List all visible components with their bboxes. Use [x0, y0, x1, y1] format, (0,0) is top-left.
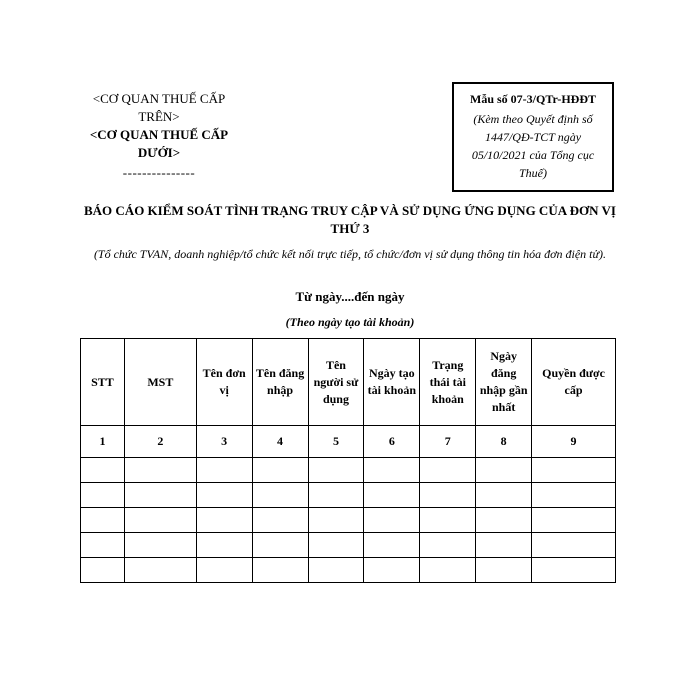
- empty-cell: [308, 458, 364, 483]
- form-code: Mẫu số 07-3/QTr-HĐĐT: [470, 92, 596, 106]
- report-period: Từ ngày....đến ngày: [295, 289, 405, 304]
- lower-agency: <CƠ QUAN THUẾ CẤP DƯỚI>: [89, 127, 229, 160]
- column-number: 7: [420, 426, 476, 458]
- empty-cell: [364, 533, 420, 558]
- empty-cell: [420, 483, 476, 508]
- empty-cell: [308, 508, 364, 533]
- empty-cell: [124, 458, 196, 483]
- empty-cell: [532, 483, 616, 508]
- form-code-box: [452, 82, 614, 192]
- column-number: 6: [364, 426, 420, 458]
- empty-cell: [364, 558, 420, 583]
- empty-cell: [196, 533, 252, 558]
- table-row: [81, 533, 616, 558]
- header-cell: Quyền được cấp: [532, 339, 616, 426]
- empty-cell: [124, 533, 196, 558]
- empty-cell: [308, 558, 364, 583]
- empty-cell: [420, 558, 476, 583]
- empty-cell: [81, 533, 125, 558]
- empty-cell: [476, 458, 532, 483]
- header-cell: Tên đơn vị: [196, 339, 252, 426]
- agency-block: [78, 90, 240, 182]
- column-number-row: [81, 426, 616, 458]
- empty-cell: [364, 508, 420, 533]
- empty-cell: [81, 483, 125, 508]
- column-number: 4: [252, 426, 308, 458]
- upper-agency: <CƠ QUAN THUẾ CẤP TRÊN>: [92, 91, 226, 124]
- column-number: 1: [81, 426, 125, 458]
- report-basis: (Theo ngày tạo tài khoản): [285, 315, 415, 329]
- header-cell: Ngày đăng nhập gần nhất: [476, 339, 532, 426]
- empty-cell: [252, 508, 308, 533]
- table-row: [81, 458, 616, 483]
- empty-cell: [476, 533, 532, 558]
- agency-separator: ---------------: [122, 165, 196, 180]
- empty-cell: [124, 558, 196, 583]
- empty-cell: [532, 558, 616, 583]
- empty-cell: [196, 558, 252, 583]
- empty-cell: [124, 483, 196, 508]
- empty-cell: [124, 508, 196, 533]
- empty-cell: [252, 483, 308, 508]
- empty-cell: [81, 558, 125, 583]
- column-number: 2: [124, 426, 196, 458]
- empty-cell: [532, 458, 616, 483]
- header-cell: Tên đăng nhập: [252, 339, 308, 426]
- table-row: [81, 558, 616, 583]
- empty-cell: [196, 483, 252, 508]
- header-cell: MST: [124, 339, 196, 426]
- empty-cell: [81, 458, 125, 483]
- empty-cell: [252, 458, 308, 483]
- empty-cell: [308, 533, 364, 558]
- header-cell: Trạng thái tài khoản: [420, 339, 476, 426]
- empty-cell: [252, 533, 308, 558]
- header-row: [81, 339, 616, 426]
- empty-cell: [364, 483, 420, 508]
- empty-cell: [420, 533, 476, 558]
- empty-cell: [420, 508, 476, 533]
- column-number: 3: [196, 426, 252, 458]
- report-subtitle: (Tổ chức TVAN, doanh nghiệp/tổ chức kết nối trực tiếp, tổ chức/đơn vị sử dụng thông tin hóa đơn điện tử).: [93, 247, 607, 261]
- report-title: BÁO CÁO KIỂM SOÁT TÌNH TRẠNG TRUY CẬP VÀ SỬ DỤNG ỨNG DỤNG CỦA ĐƠN VỊ THỨ 3: [84, 203, 616, 236]
- table-row: [81, 508, 616, 533]
- empty-cell: [532, 533, 616, 558]
- report-table: [80, 338, 616, 583]
- empty-cell: [420, 458, 476, 483]
- empty-cell: [532, 508, 616, 533]
- empty-cell: [81, 508, 125, 533]
- form-decision-note: (Kèm theo Quyết định số 1447/QĐ-TCT ngày 05/10/2021 của Tổng cục Thuế): [471, 112, 595, 180]
- empty-cell: [196, 458, 252, 483]
- column-number: 8: [476, 426, 532, 458]
- empty-cell: [476, 508, 532, 533]
- empty-cell: [476, 483, 532, 508]
- header-cell: STT: [81, 339, 125, 426]
- empty-cell: [252, 558, 308, 583]
- header-cell: Tên người sử dụng: [308, 339, 364, 426]
- table-row: [81, 483, 616, 508]
- empty-cell: [364, 458, 420, 483]
- header-cell: Ngày tạo tài khoản: [364, 339, 420, 426]
- empty-cell: [196, 508, 252, 533]
- empty-cell: [308, 483, 364, 508]
- column-number: 9: [532, 426, 616, 458]
- column-number: 5: [308, 426, 364, 458]
- empty-cell: [476, 558, 532, 583]
